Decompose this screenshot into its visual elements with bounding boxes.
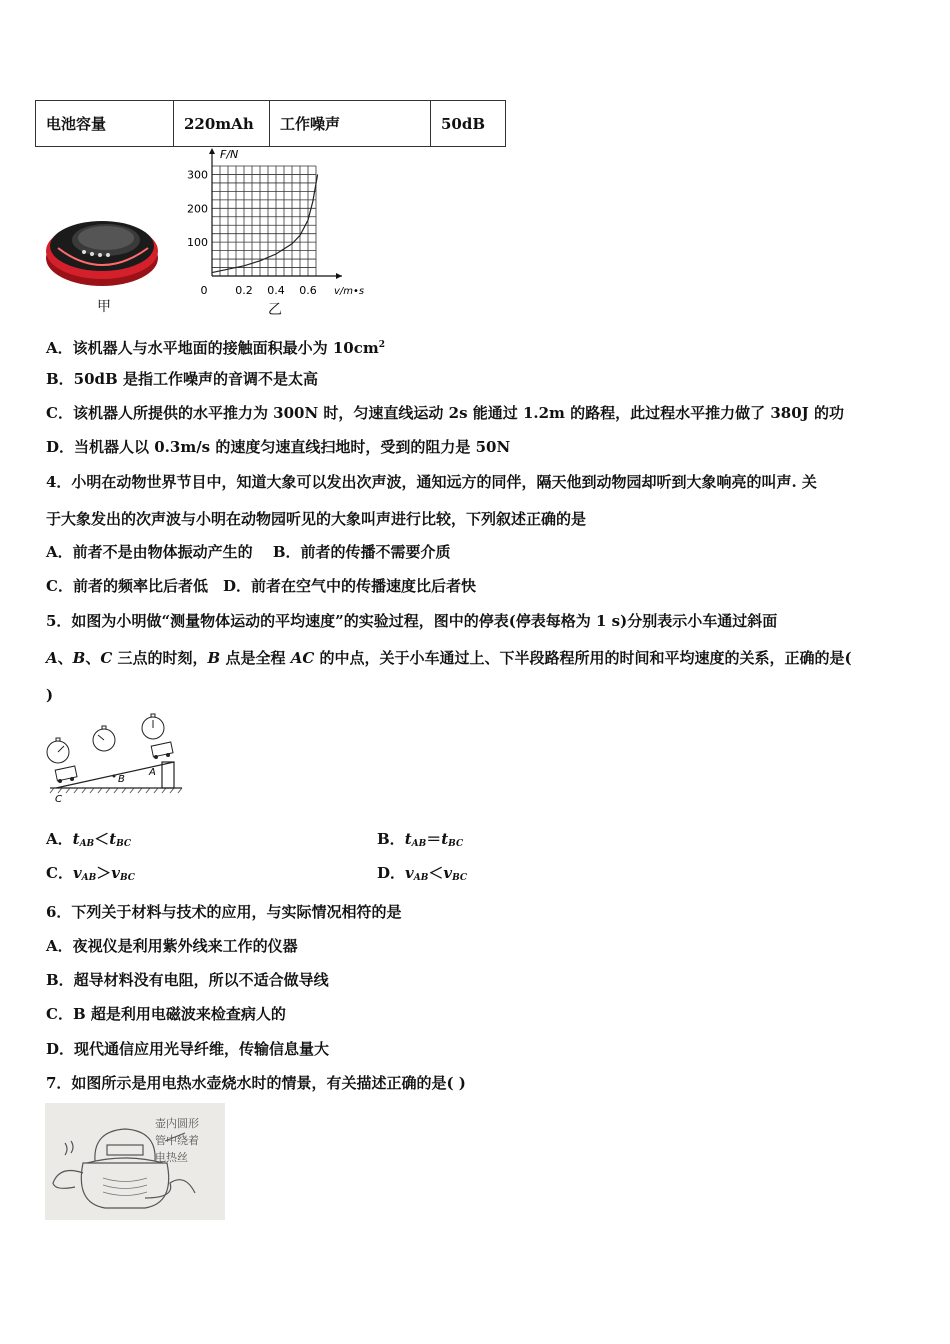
q5-option-b-op: ＝	[426, 830, 442, 848]
kettle-annotation-line3: 电热丝	[155, 1151, 188, 1164]
q5-option-b-sub1: AB	[411, 839, 427, 849]
incline-label-b: B	[118, 774, 125, 785]
q7-stem: 7．如图所示是用电热水壶烧水时的情景，有关描述正确的是( )	[46, 1074, 466, 1092]
x-axis-arrow	[336, 273, 342, 279]
q3-option-a	[46, 335, 385, 358]
q4-stem-line1: 4．小明在动物世界节目中，知道大象可以发出次声波，通知远方的同伴，隔天他到动物园却听到大象响亮的叫声. 关	[46, 473, 817, 491]
q5-point-b: B	[72, 649, 86, 667]
incline-figure	[42, 712, 187, 807]
force-velocity-chart	[178, 144, 378, 319]
stopwatch-a-icon	[142, 714, 164, 739]
kettle-svg	[45, 1103, 225, 1220]
kettle-annotation-line2: 管中绕着	[155, 1134, 199, 1147]
q5-stem-line3: )	[46, 686, 54, 704]
cart-top	[151, 742, 173, 759]
q5-ac: AC	[290, 649, 315, 667]
q5-mid: 三点的时刻，	[112, 649, 208, 667]
q5-option-c-prefix: C．	[46, 864, 73, 882]
q5-option-d-var1: v	[405, 864, 414, 882]
q5-option-c-var1: v	[72, 864, 82, 882]
q5-option-b	[377, 829, 463, 854]
q3-option-b: B．50dB 是指工作噪声的音调不是太高	[46, 370, 318, 388]
q5-option-d-op: ＜	[428, 864, 444, 882]
q5-point-b2: B	[207, 649, 221, 667]
q5-option-d-sub1: AB	[413, 873, 429, 883]
x-tick-label: 0.4	[267, 284, 285, 297]
q5-sep2: 、	[85, 649, 101, 667]
x-tick-label: 0.2	[235, 284, 253, 297]
q5-point-c: C	[100, 649, 113, 667]
robot-vacuum-image	[44, 196, 164, 296]
q5-option-b-var1: t	[404, 830, 412, 848]
stopwatch-b-icon	[93, 726, 115, 751]
q5-end: 的中点，关于小车通过上、下半段路程所用的时间和平均速度的关系，正确的是(	[314, 649, 852, 667]
table-row	[36, 101, 506, 147]
q5-option-c	[46, 863, 135, 888]
x-tick-label: 0.6	[299, 284, 317, 297]
q5-option-c-op: ＞	[96, 864, 112, 882]
q5-stem-line2	[46, 648, 852, 668]
q5-option-a-var2: t	[109, 830, 117, 848]
q3-option-a-sup: 2	[378, 340, 386, 350]
robot-vacuum-figure	[44, 196, 164, 296]
kettle-annotation-line1: 壶内圆形	[155, 1117, 199, 1130]
battery-value: 220mAh	[174, 101, 270, 147]
q5-mid2: 点是全程	[220, 649, 291, 667]
q6-option-b: B．超导材料没有电阻，所以不适合做导线	[46, 971, 329, 989]
y-tick-label: 100	[187, 236, 208, 250]
q5-option-d-var2: v	[443, 864, 453, 882]
q6-option-c: C．B 超是利用电磁波来检查病人的	[46, 1005, 286, 1023]
q5-option-a-var1: t	[72, 830, 80, 848]
cart-bottom	[55, 766, 77, 783]
q3-option-a-text: A．该机器人与水平地面的接触面积最小为 10cm	[46, 339, 379, 357]
q4-stem-line2: 于大象发出的次声波与小明在动物园听见的大象叫声进行比较，下列叙述正确的是	[46, 510, 587, 528]
x-axis-label: v/m•s	[334, 286, 365, 297]
x-tick-label: 0	[200, 284, 208, 297]
q5-option-a-sub2: BC	[116, 839, 132, 849]
q5-option-a-op: ＜	[94, 830, 110, 848]
q5-option-d	[377, 863, 467, 888]
q5-stem-line1: 5．如图为小明做“测量物体运动的平均速度”的实验过程，图中的停表(停表每格为 1 s)分别表示小车通过斜面	[46, 612, 778, 630]
stopwatch-c-icon	[47, 738, 69, 763]
y-tick-label: 300	[187, 168, 208, 182]
noise-value: 50dB	[431, 101, 506, 147]
incline-label-a: A	[149, 767, 156, 778]
q5-option-d-sub2: BC	[452, 873, 467, 883]
q6-option-a: A．夜视仪是利用紫外线来工作的仪器	[46, 937, 298, 955]
q5-option-c-sub2: BC	[120, 873, 135, 883]
incline-label-c: C	[55, 794, 62, 805]
battery-label: 电池容量	[36, 101, 174, 147]
graph-caption: 乙	[268, 302, 282, 318]
q4-options-line2: C．前者的频率比后者低 D．前者在空气中的传播速度比后者快	[46, 577, 476, 595]
y-tick-label: 200	[187, 202, 208, 216]
q6-option-d: D．现代通信应用光导纤维，传输信息量大	[46, 1040, 330, 1058]
y-axis-arrow	[209, 148, 215, 154]
q5-option-c-var2: v	[111, 864, 120, 882]
robot-caption: 甲	[97, 299, 111, 315]
incline-svg	[42, 712, 187, 807]
q5-option-c-sub1: AB	[81, 873, 97, 883]
kettle-figure	[45, 1103, 225, 1220]
q3-option-d: D．当机器人以 0.3m/s 的速度匀速直线扫地时，受到的阻力是 50N	[46, 438, 511, 456]
q5-option-d-prefix: D．	[377, 864, 406, 882]
q5-option-a-sub1: AB	[79, 839, 95, 849]
q3-option-c: C．该机器人所提供的水平推力为 300N 时，匀速直线运动 2s 能通过 1.2m 的路程，此过程水平推力做了 380J 的功	[46, 404, 844, 422]
q5-sep1: 、	[57, 649, 73, 667]
q5-point-a: A	[46, 649, 58, 667]
q5-option-a	[46, 829, 131, 854]
q5-option-b-prefix: B．	[377, 830, 405, 848]
q5-option-b-var2: t	[441, 830, 449, 848]
q5-option-a-prefix: A．	[46, 830, 73, 848]
spec-table	[35, 100, 506, 147]
force-velocity-svg	[178, 144, 378, 319]
q4-options-line1: A．前者不是由物体振动产生的 B．前者的传播不需要介质	[46, 543, 451, 561]
q6-stem: 6．下列关于材料与技术的应用，与实际情况相符的是	[46, 903, 402, 921]
noise-label: 工作噪声	[270, 101, 431, 147]
q5-option-b-sub2: BC	[448, 839, 464, 849]
y-axis-label: F/N	[220, 148, 239, 161]
